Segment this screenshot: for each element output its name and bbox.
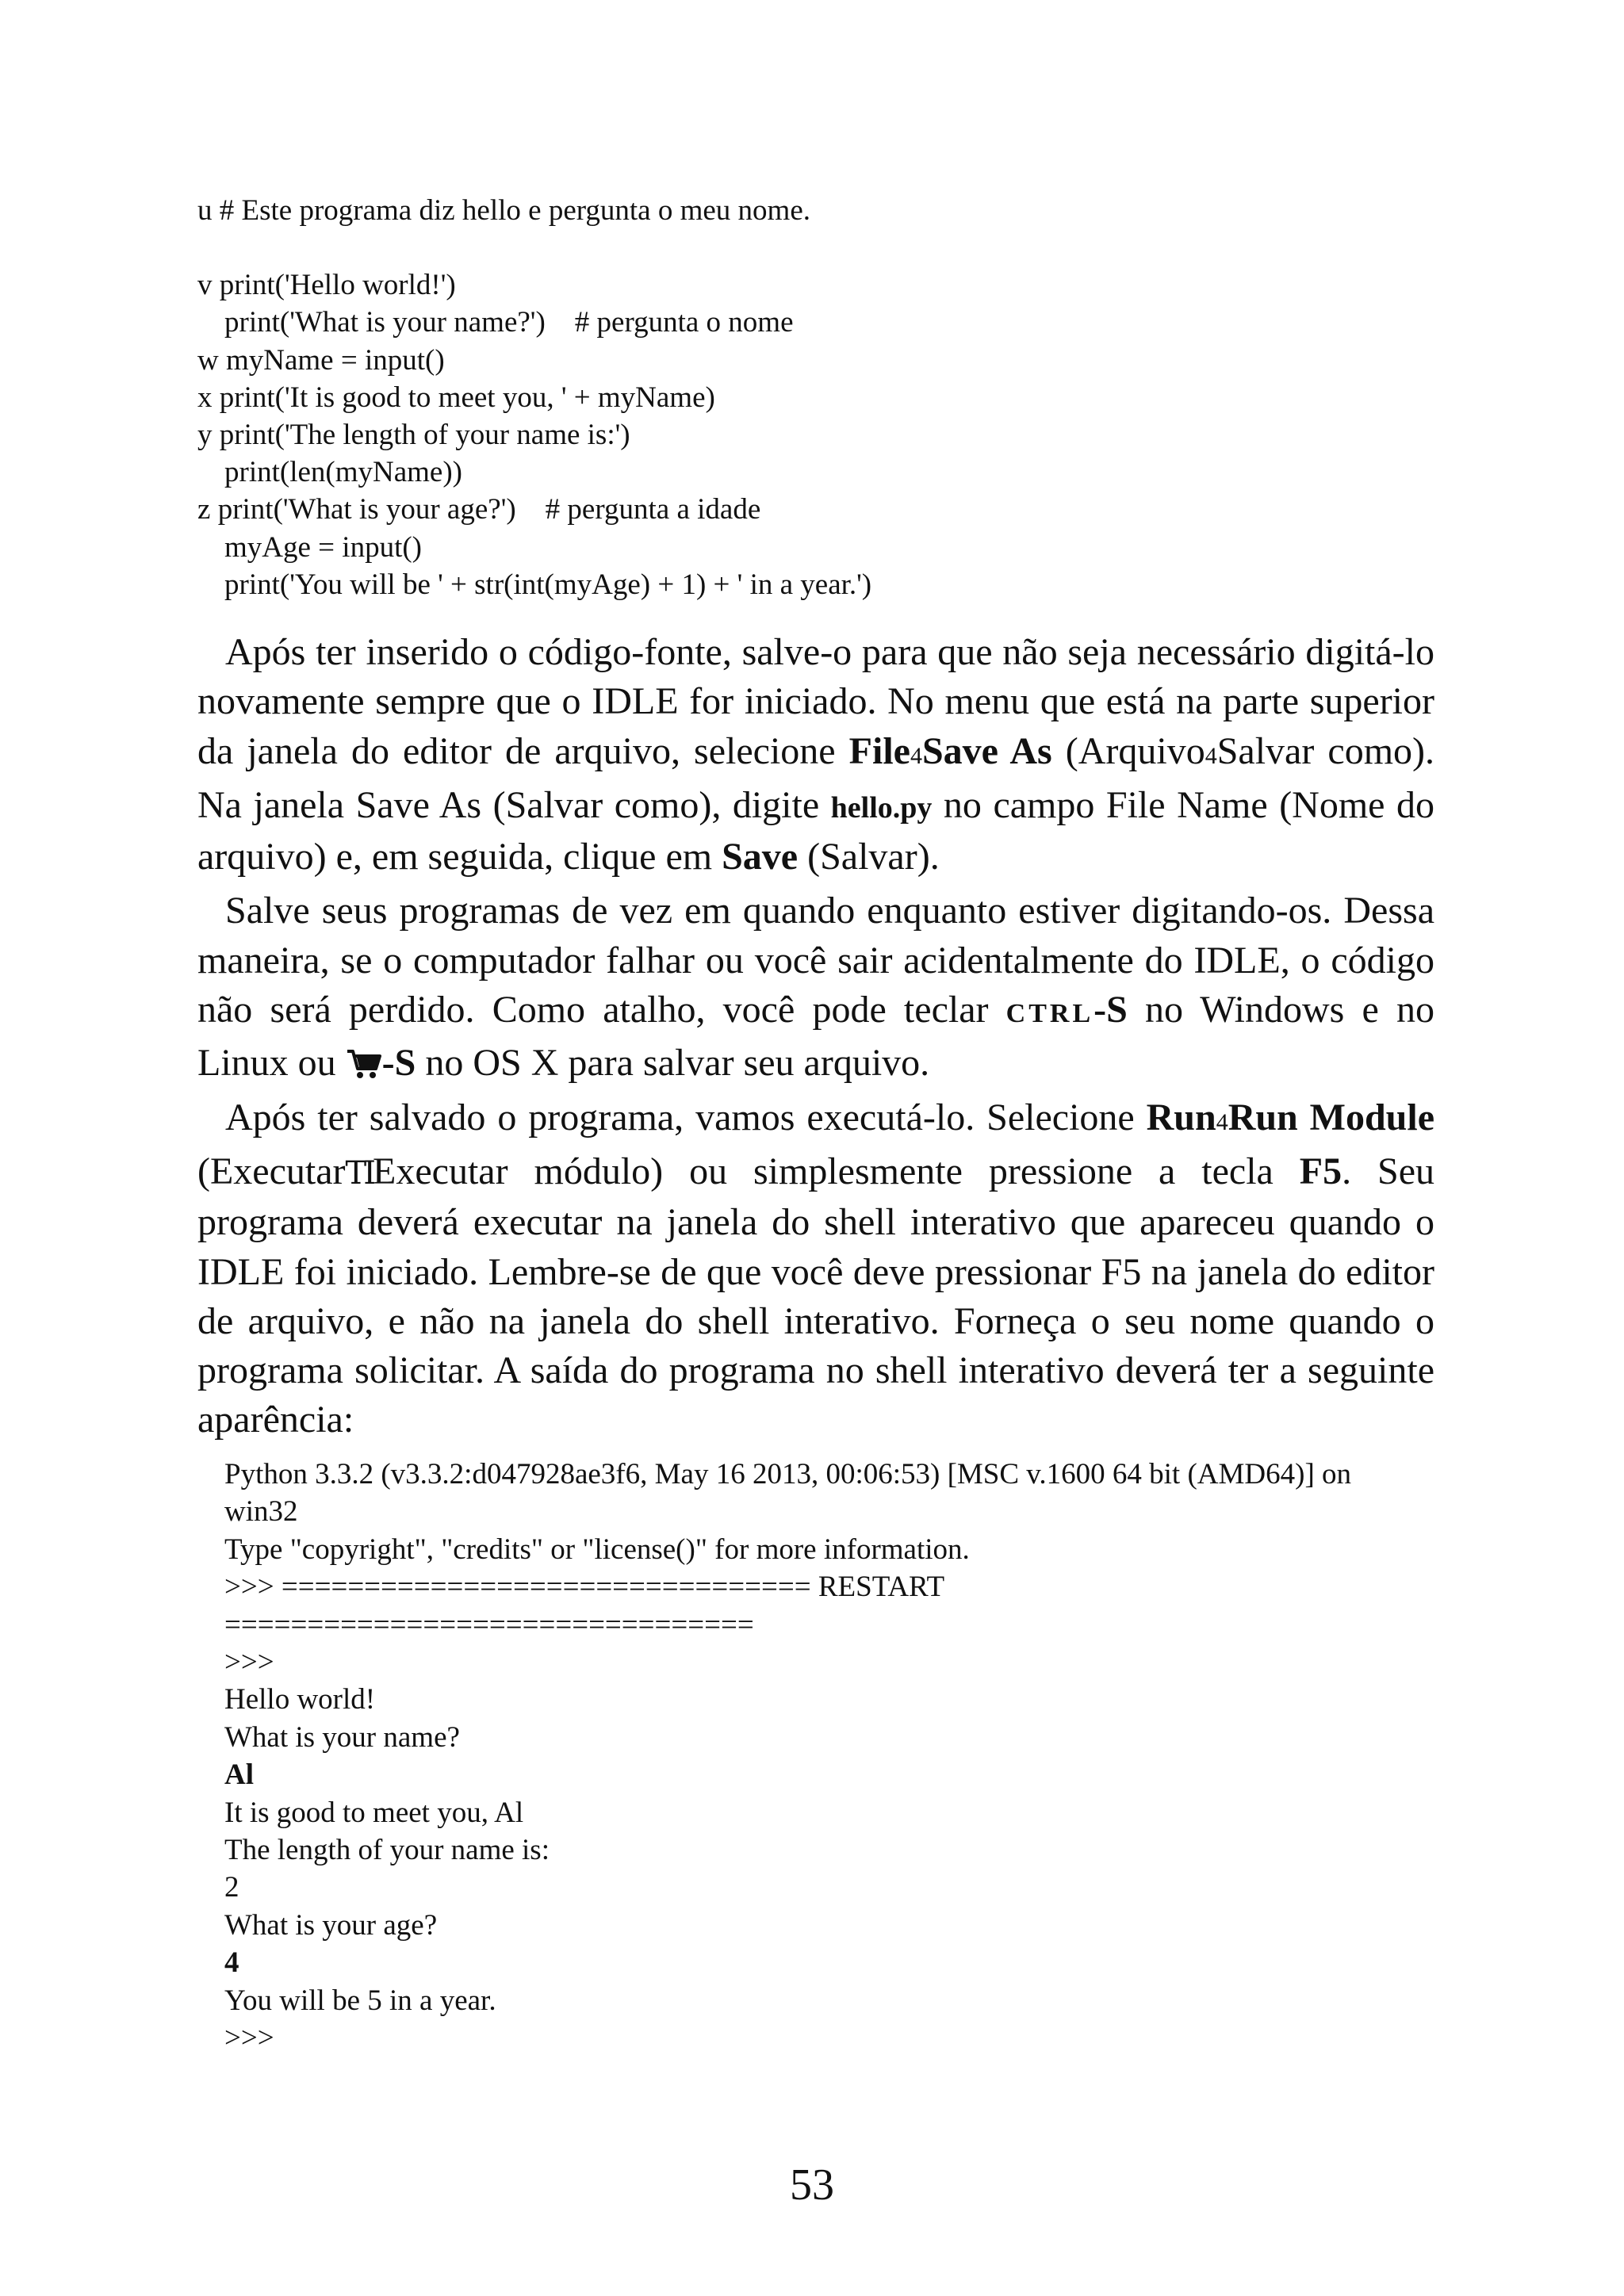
code-line: print(len(myName)) — [224, 456, 462, 489]
shell-line: It is good to meet you, Al — [224, 1796, 524, 1829]
shell-line: >>> — [224, 2022, 274, 2055]
menu-arrow-icon: 4 — [1205, 742, 1217, 769]
paragraph-run-module: Após ter salvado o programa, vamos executá-lo. Selecione Run4Run Module (ExecutarTIExecutar módulo) ou simplesmente pressione a tecla F5. Seu programa deverá executar na janela do shell interativo que apareceu quando o IDLE foi iniciado. Lembre-se de que você deve pressionar F5 na janela do editor de arquivo, e não na janela do shell interativo. Forneça o seu nome quando o programa solicitar. A saída do programa no shell interativo deverá ter a seguinte aparência: — [197, 1096, 1435, 1441]
menu-arrow-icon: 4 — [910, 742, 922, 769]
cart-glyph-icon — [346, 1048, 382, 1080]
menu-arrow-icon: 4 — [1216, 1108, 1228, 1135]
code-line: print('You will be ' + str(int(myAge) + 1) + ' in a year.') — [224, 568, 872, 601]
code-line: u # Este programa diz hello e pergunta o meu nome. — [197, 194, 811, 227]
page-number: 53 — [790, 2160, 834, 2210]
shell-line: >>> ================================ RESTART ================================ — [224, 1571, 952, 1641]
paragraph-save-often: Salve seus programas de vez em quando enquanto estiver digitando-os. Dessa maneira, se o computador falhar ou você sair acidentalmente do IDLE, o código não será perdido. Como atalho, você pode teclar CTRL-S no Windows e no Linux ou -S no OS X para salvar seu arquivo. — [197, 890, 1434, 1085]
shell-line: You will be 5 in a year. — [224, 1984, 496, 2017]
code-line: w myName = input() — [197, 343, 445, 377]
shell-line: What is your name? — [224, 1720, 460, 1754]
code-line: myAge = input() — [224, 530, 422, 564]
code-line: x print('It is good to meet you, ' + myName) — [197, 381, 715, 414]
paragraph-save-file: Após ter inserido o código-fonte, salve-o para que não seja necessário digitá-lo novamente sempre que o IDLE for iniciado. No menu que está na parte superior da janela do editor de arquivo, selecione File4Save As (Arquivo4Salvar como). Na janela Save As (Salvar como), digite hello.py no campo File Name (Nome do arquivo) e, em seguida, clique em Save (Salvar). — [197, 631, 1435, 878]
shell-line: Hello world! — [224, 1683, 376, 1716]
shell-line: What is your age? — [224, 1908, 438, 1942]
code-line: print('What is your name?') # pergunta o nome — [224, 306, 794, 339]
shell-line: Python 3.3.2 (v3.3.2:d047928ae3f6, May 16 2013, 00:06:53) [MSC v.1600 64 bit (AMD64)] on win32 — [224, 1458, 1359, 1529]
code-line: v print('Hello world!') — [197, 269, 456, 302]
code-line: y print('The length of your name is:') — [197, 419, 630, 452]
body-text — [197, 628, 1434, 1450]
code-listing — [197, 192, 1434, 603]
shell-line: 2 — [224, 1871, 239, 1904]
shell-line-user-input: Al — [224, 1758, 254, 1792]
shell-line: Type "copyright", "credits" or "license()" for more information. — [224, 1533, 970, 1566]
arrow-glyph-icon: TI — [345, 1154, 373, 1192]
code-line: z print('What is your age?') # pergunta a idade — [197, 493, 761, 526]
shell-output — [224, 1456, 1414, 2057]
shell-line-user-input: 4 — [224, 1946, 239, 1980]
shell-line: The length of your name is: — [224, 1834, 550, 1867]
ctrl-key: CTRL — [1005, 999, 1094, 1029]
shell-line: >>> — [224, 1646, 274, 1679]
